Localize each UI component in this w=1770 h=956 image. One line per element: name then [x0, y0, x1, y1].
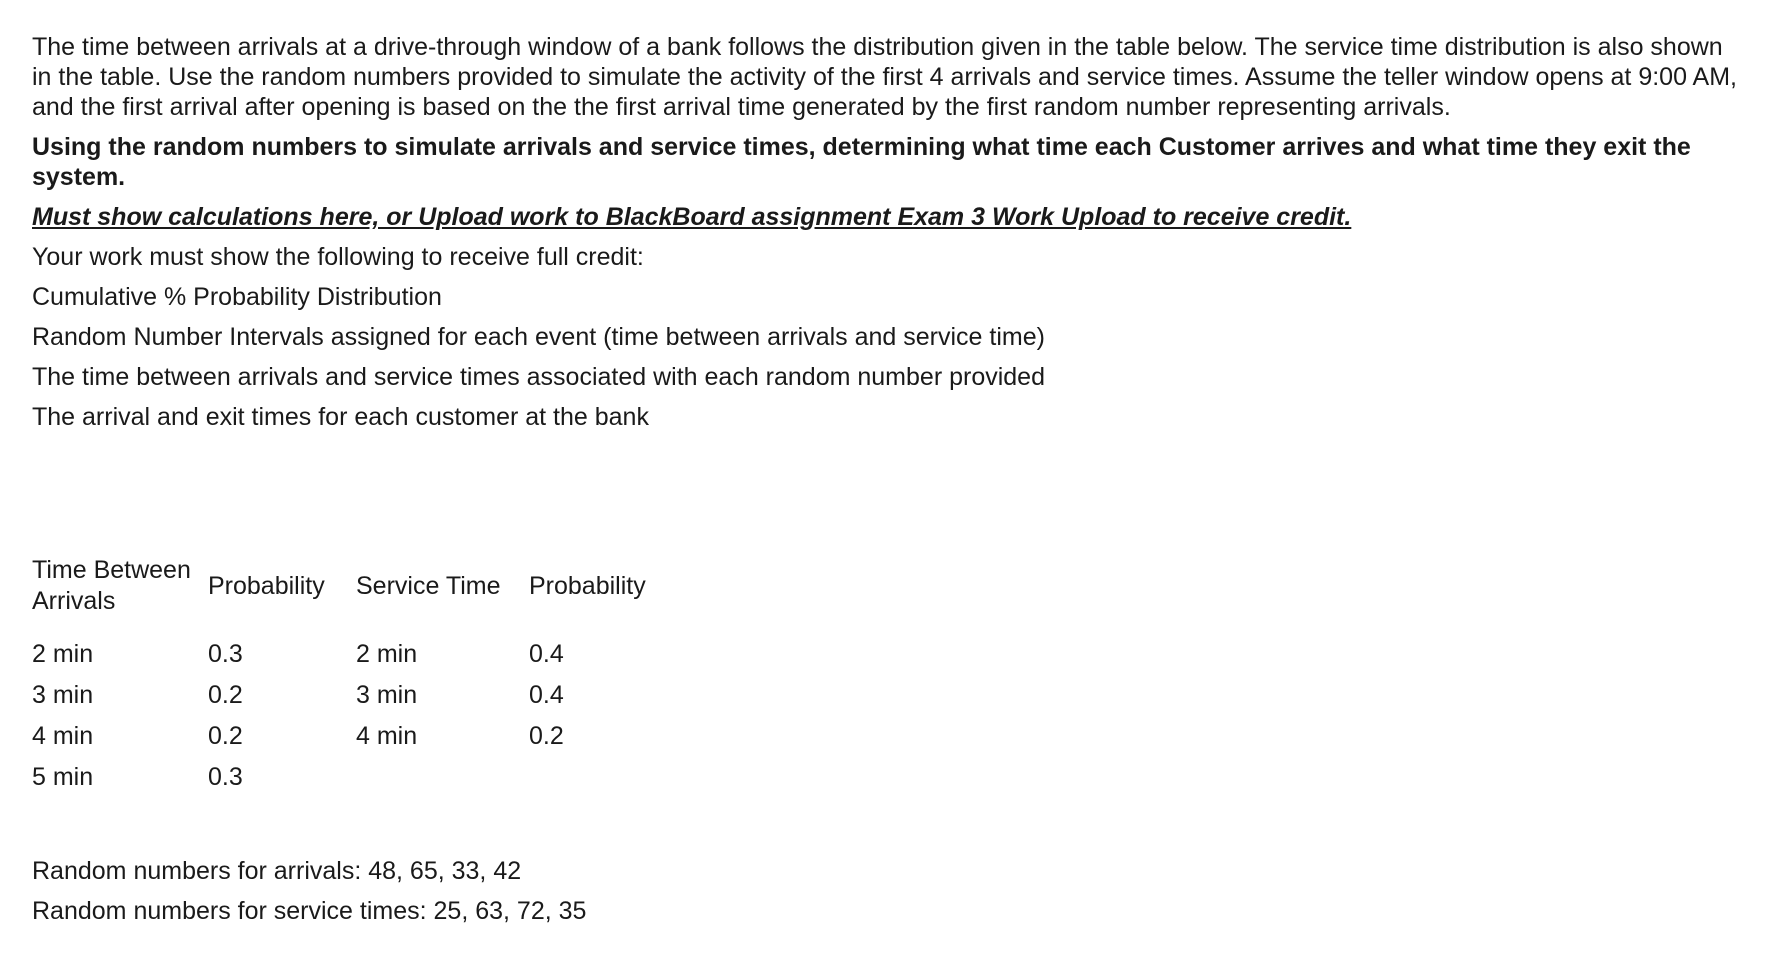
distribution-table — [32, 555, 669, 797]
requirements-heading: Your work must show the following to receive full credit: — [32, 243, 644, 271]
table-row — [32, 674, 669, 715]
problem-statement — [32, 32, 1752, 432]
table-cell: 3 min — [32, 680, 94, 709]
random-numbers-service: Random numbers for service times: 25, 63, 72, 35 — [32, 897, 587, 925]
requirement-item: Random Number Intervals assigned for each event (time between arrivals and service time) — [32, 323, 1045, 351]
table-cell: 5 min — [32, 762, 94, 791]
table-header-row — [32, 555, 669, 617]
table-cell: 3 min — [356, 680, 418, 709]
header-service-time: Service Time — [356, 571, 501, 600]
table-spacer — [32, 617, 669, 633]
table-cell: 0.4 — [529, 639, 564, 668]
table-cell: 2 min — [356, 639, 418, 668]
random-numbers-section — [32, 856, 586, 936]
table-cell: 0.2 — [208, 721, 243, 750]
must-show-notice: Must show calculations here, or Upload work to BlackBoard assignment Exam 3 Work Upload to receive credit. — [32, 203, 1352, 231]
bold-instruction: Using the random numbers to simulate arrivals and service times, determining what time each Customer arrives and what time they exit the system. — [32, 133, 1691, 191]
table-cell: 4 min — [356, 721, 418, 750]
requirement-item: The arrival and exit times for each customer at the bank — [32, 403, 649, 431]
table-cell: 2 min — [32, 639, 94, 668]
table-cell: 0.2 — [529, 721, 564, 750]
intro-paragraph: The time between arrivals at a drive-through window of a bank follows the distribution given in the table below. The service time distribution is also shown in the table. Use the random numbers provided to simulate the activity of the first 4 arrivals and service times. Assume the teller window opens at 9:00 AM, and the first arrival after opening is based on the the first arrival time generated by the first random number representing arrivals. — [32, 33, 1737, 121]
header-arrival-probability: Probability — [208, 571, 325, 600]
table-row — [32, 715, 669, 756]
table-cell: 4 min — [32, 721, 94, 750]
table-cell: 0.3 — [208, 639, 243, 668]
header-time-between-arrivals: Time Between Arrivals — [32, 556, 191, 615]
random-numbers-arrivals: Random numbers for arrivals: 48, 65, 33, 42 — [32, 857, 522, 885]
requirement-item: Cumulative % Probability Distribution — [32, 283, 442, 311]
requirement-item: The time between arrivals and service times associated with each random number provided — [32, 363, 1045, 391]
header-service-probability: Probability — [529, 571, 646, 600]
table-cell: 0.3 — [208, 762, 243, 791]
table-cell — [356, 756, 529, 797]
table-cell: 0.2 — [208, 680, 243, 709]
table-cell: 0.4 — [529, 680, 564, 709]
distribution-table-wrapper — [32, 555, 669, 797]
table-row — [32, 756, 669, 797]
table-cell — [529, 756, 669, 797]
table-row — [32, 633, 669, 674]
